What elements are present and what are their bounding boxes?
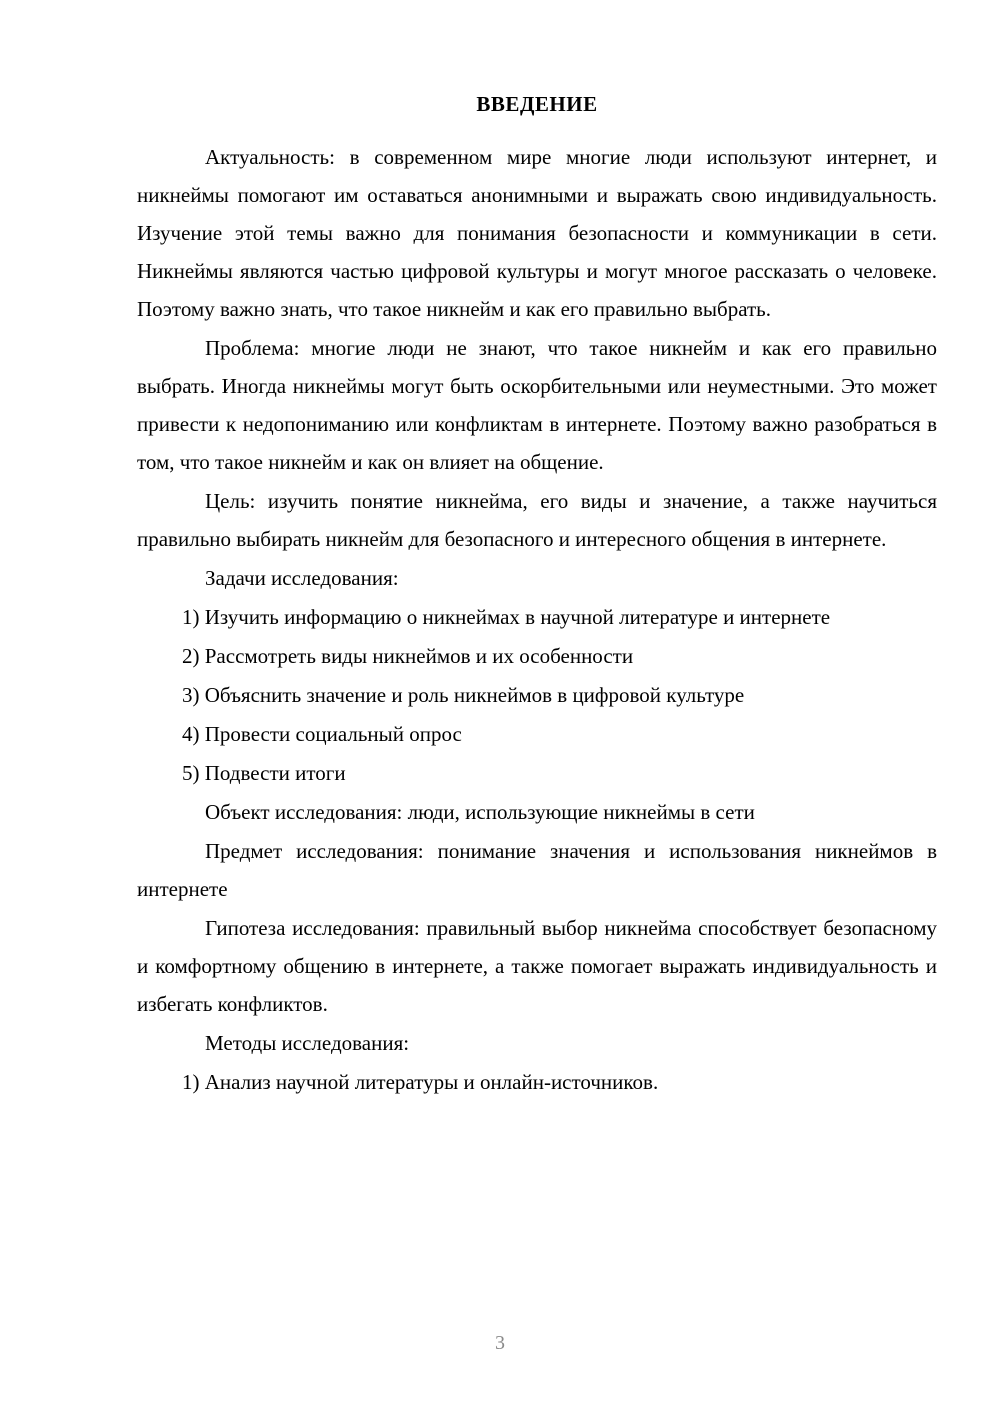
document-content	[137, 90, 937, 1102]
page-title: ВВЕДЕНИЕ	[476, 92, 598, 116]
paragraph-relevance: Актуальность: в современном мире многие люди используют интернет, и никнеймы помогают им оставаться анонимными и выражать свою индивидуальность. Изучение этой темы важно для понимания безопасности и коммуникации в сети. Никнеймы являются частью цифровой культуры и могут многое рассказать о человеке. Поэтому важно знать, что такое никнейм и как его правильно выбрать.	[137, 145, 937, 322]
paragraph-object: Объект исследования: люди, использующие никнеймы в сети	[205, 800, 755, 825]
list-item: 1) Изучить информацию о никнеймах в научной литературе и интернете	[182, 605, 831, 630]
paragraph-goal: Цель: изучить понятие никнейма, его виды и значение, а также научиться правильно выбирать никнейм для безопасного и интересного общения в интернете.	[137, 489, 937, 552]
heading-methods: Методы исследования:	[205, 1031, 410, 1056]
page-number: 3	[495, 1332, 505, 1354]
list-item: 3) Объяснить значение и роль никнеймов в цифровой культуре	[182, 683, 745, 708]
list-item: 2) Рассмотреть виды никнеймов и их особенности	[182, 644, 634, 669]
list-item: 4) Провести социальный опрос	[182, 722, 462, 747]
heading-tasks: Задачи исследования:	[205, 566, 399, 591]
paragraph-problem: Проблема: многие люди не знают, что такое никнейм и как его правильно выбрать. Иногда никнеймы могут быть оскорбительными или неуместными. Это может привести к недопониманию или конфликтам в интернете. Поэтому важно разобраться в том, что такое никнейм и как он влияет на общение.	[137, 336, 937, 475]
paragraph-hypothesis: Гипотеза исследования: правильный выбор никнейма способствует безопасному и комфортному общению в интернете, а также помогает выражать индивидуальность и избегать конфликтов.	[137, 916, 937, 1017]
paragraph-subject: Предмет исследования: понимание значения и использования никнеймов в интернете	[137, 839, 937, 902]
list-item: 5) Подвести итоги	[182, 761, 346, 786]
list-item: 1) Анализ научной литературы и онлайн-источников.	[182, 1070, 659, 1095]
